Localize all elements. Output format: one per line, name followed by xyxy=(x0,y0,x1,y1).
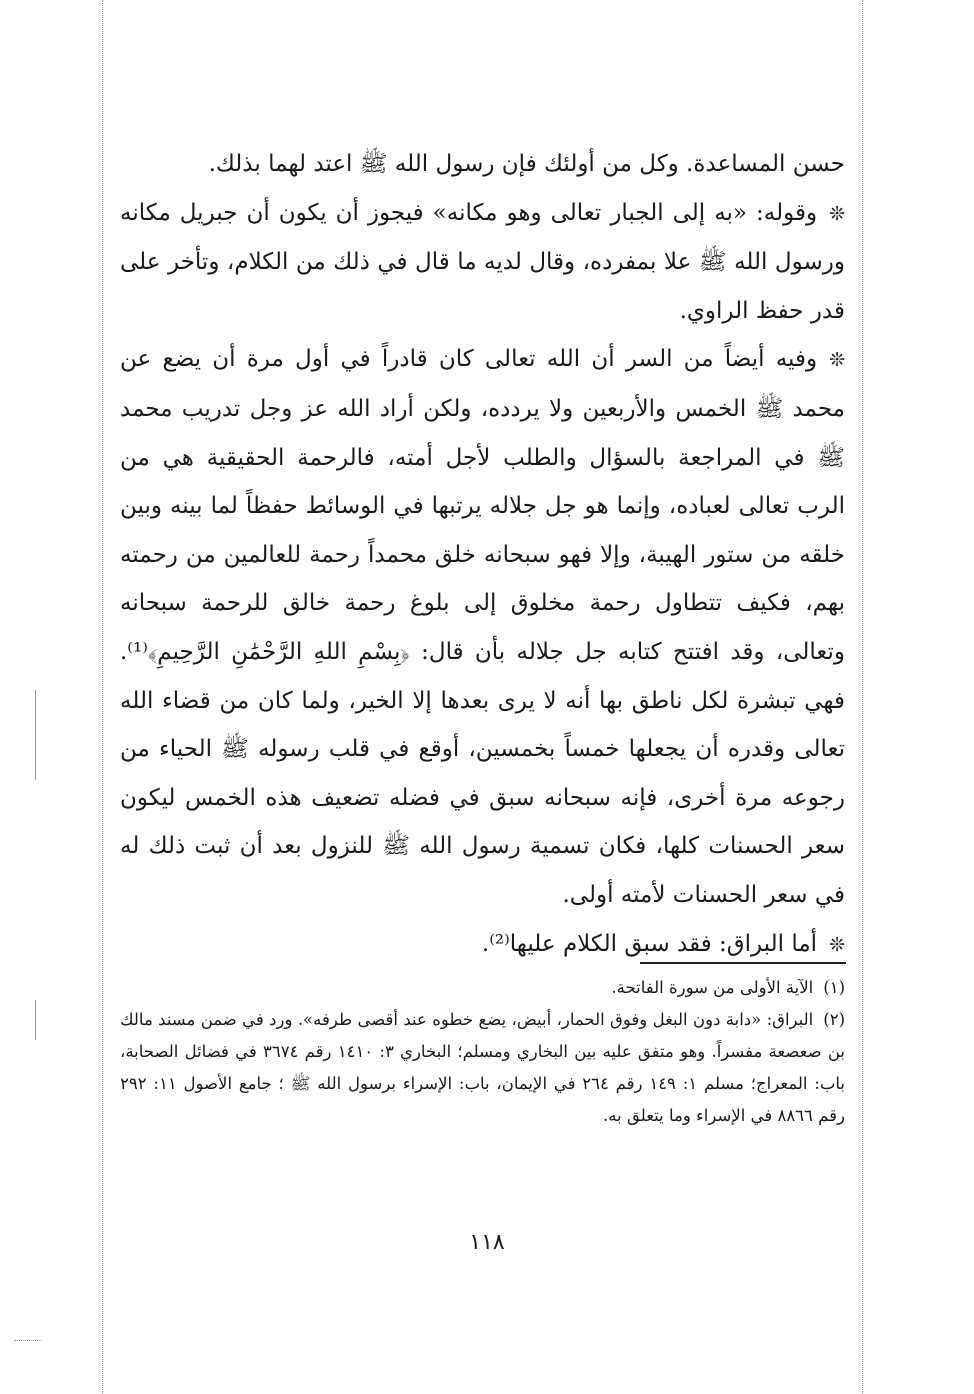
corner-mark xyxy=(14,1340,42,1361)
bullet-icon: ❊ xyxy=(829,202,845,225)
footnote-number: (١) xyxy=(823,978,845,997)
paragraph-text: وقوله: «به إلى الجبار تعالى وهو مكانه» فيجوز أن يكون أن جبريل مكانه ورسول الله ﷺ علا بمفرده، وقال لديه ما قال في ذلك من الكلام، وتأخر على قدر حفظ الراوي. xyxy=(120,199,845,324)
bullet-icon: ❊ xyxy=(829,933,845,956)
main-text xyxy=(120,140,845,969)
footnotes xyxy=(120,972,845,1132)
bullet-icon: ❊ xyxy=(829,349,845,372)
margin-mark xyxy=(35,1000,36,1040)
paragraph xyxy=(120,189,845,336)
footnote-separator xyxy=(640,962,846,964)
paragraph-text: أما البراق: فقد سبق الكلام عليها⁽²⁾. xyxy=(481,930,818,957)
footnote-text: البراق: «دابة دون البغل وفوق الحمار، أبيض، يضع خطوه عند أقصى طرفه». ورد في ضمن مسند مالك بن صعصعة مفسراً. وهو متفق عليه بين البخاري ومسلم؛ البخاري ٣: ١٤١٠ رقم ٣٦٧٤ في فضائل الصحابة، باب: المعراج؛ مسلم ١: ١٤٩ رقم ٢٦٤ في الإيمان، باب: الإسراء برسول الله ﷺ ؛ جامع الأصول ١١: ٢٩٢ رقم ٨٨٦٦ في الإسراء وما يتعلق به. xyxy=(120,1010,845,1125)
margin-mark xyxy=(35,690,36,780)
paragraph-text: وفيه أيضاً من السر أن الله تعالى كان قادراً في أول مرة أن يضع عن محمد ﷺ الخمس والأربعين ولا يردده، ولكن أراد الله عز وجل تدريب محمد ﷺ في المراجعة بالسؤال والطلب لأجل أمته، فالرحمة الحقيقية هي من الرب تعالى لعباده، وإنما هو جل جلاله يرتبها في الوسائط حفظاً لما بينه وبين خلقه من ستور الهيبة، وإلا فهو سبحانه خلق محمداً رحمة للعالمين من رحمته بهم، فكيف تتطاول رحمة مخلوق إلى بلوغ رحمة خالق للرحمة سبحانه وتعالى، وقد افتتح كتابه جل جلاله بأن قال: ﴿بِسْمِ اللهِ الرَّحْمَٰنِ الرَّحِيمِ﴾⁽¹⁾. فهي تبشرة لكل ناطق بها أنه لا يرى بعدها إلا الخير، ولما كان من قضاء الله تعالى وقدره أن يجعلها خمساً بخمسين، أوقع في قلب رسوله ﷺ الحياء من رجوعه مرة أخرى، فإنه سبحانه سبق في فضله تضعيف هذه الخمس ليكون سعر الحسنات كلها، فكان تسمية رسول الله ﷺ للنزول بعد أن ثبت ذلك له في سعر الحسنات لأمته أولى. xyxy=(120,346,846,908)
paragraph-text: حسن المساعدة. وكل من أولئك فإن رسول الله ﷺ اعتد لهما بذلك. xyxy=(208,151,845,177)
paragraph xyxy=(120,140,845,189)
footnote-number: (٢) xyxy=(823,1010,845,1029)
page-number: ١١٨ xyxy=(469,1230,505,1255)
paragraph xyxy=(120,335,845,919)
footnote xyxy=(120,1004,845,1132)
right-page-edge xyxy=(862,0,863,1394)
footnote xyxy=(120,972,845,1004)
footnote-text: الآية الأولى من سورة الفاتحة. xyxy=(611,978,814,997)
left-page-edge xyxy=(102,0,103,1394)
